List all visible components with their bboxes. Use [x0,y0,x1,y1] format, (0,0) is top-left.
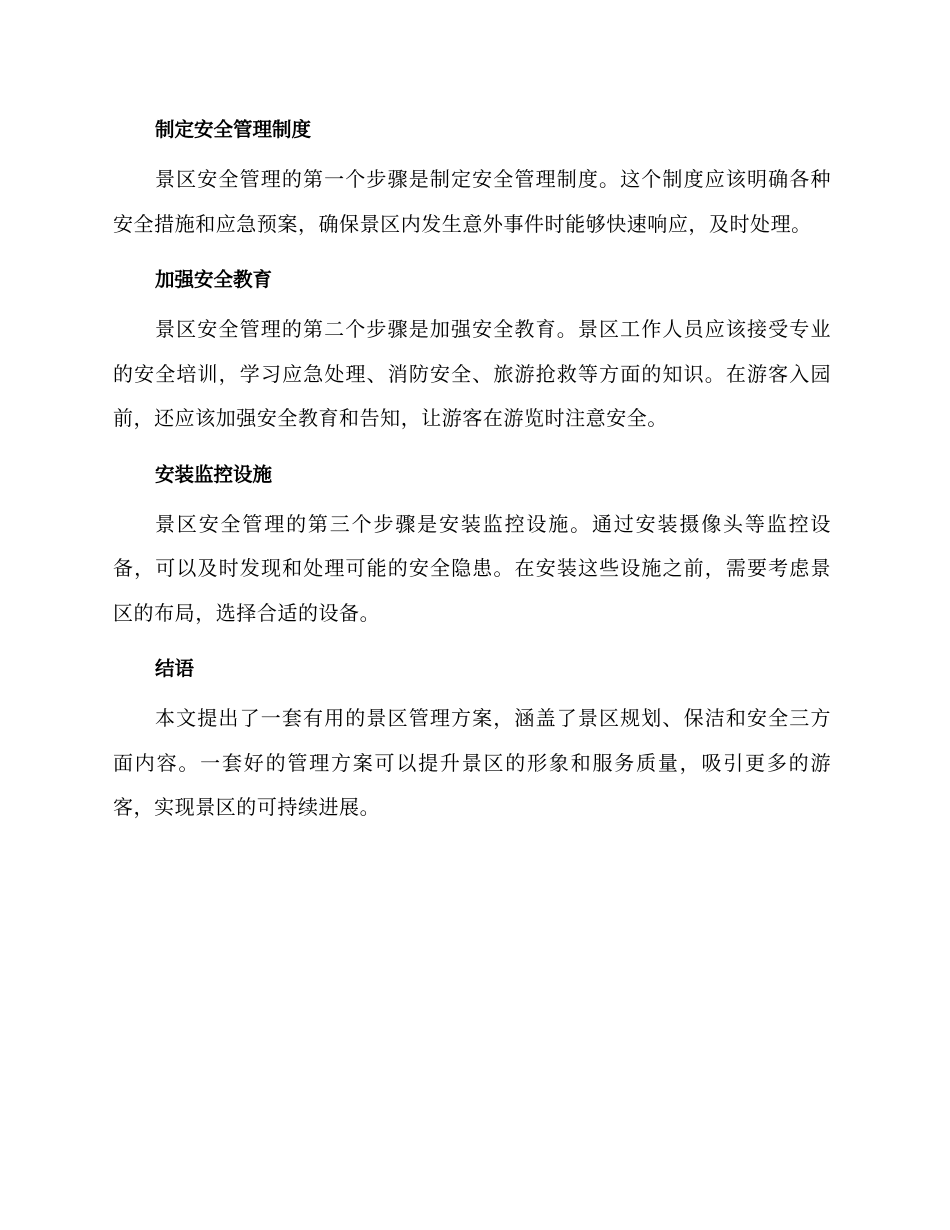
section-paragraph-safety-system: 景区安全管理的第一个步骤是制定安全管理制度。这个制度应该明确各种安全措施和应急预案，确保景区内发生意外事件时能够快速响应，及时处理。 [113,167,831,236]
section-heading-conclusion: 结语 [155,657,195,680]
section-paragraph-safety-education: 景区安全管理的第二个步骤是加强安全教育。景区工作人员应该接受专业的安全培训，学习应急处理、消防安全、旅游抢救等方面的知识。在游客入园前，还应该加强安全教育和告知，让游客在游览时注意安全。 [113,317,831,430]
section-paragraph-monitoring: 景区安全管理的第三个步骤是安装监控设施。通过安装摄像头等监控设备，可以及时发现和处理可能的安全隐患。在安装这些设施之前，需要考虑景区的布局，选择合适的设备。 [113,511,831,625]
document-page [113,110,831,844]
section-paragraph-conclusion: 本文提出了一套有用的景区管理方案，涵盖了景区规划、保洁和安全三方面内容。一套好的管理方案可以提升景区的形象和服务质量，吸引更多的游客，实现景区的可持续进展。 [113,706,831,819]
section-heading-safety-education: 加强安全教育 [155,268,273,291]
section-heading-safety-system: 制定安全管理制度 [155,118,312,141]
section-heading-monitoring: 安装监控设施 [155,462,273,486]
